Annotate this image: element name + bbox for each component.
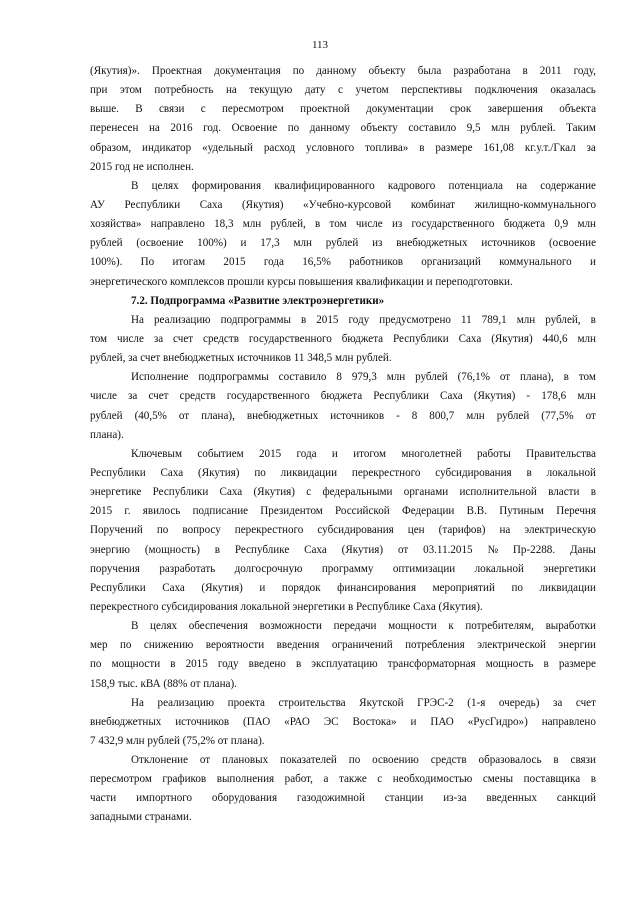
text-line: 158,9 тыс. кВА (88% от плана). bbox=[90, 677, 237, 690]
paragraph bbox=[90, 62, 596, 177]
text-line: АУ Республики Саха (Якутия) «Учебно-курсовой комбинат жилищно-коммунального bbox=[90, 198, 596, 211]
section-heading bbox=[90, 292, 596, 311]
text-line: том числе за счет средств государственного бюджета Республики Саха (Якутия) 440,6 млн bbox=[90, 332, 596, 345]
page-number: 113 bbox=[311, 39, 329, 51]
text-line: Республики Саха (Якутия) и порядок финансирования мероприятий по ликвидации bbox=[90, 581, 596, 594]
text-line: 7 432,9 млн рублей (75,2% от плана). bbox=[90, 734, 265, 747]
text-line: 2015 г. явилось подписание Президентом Российской Федерации В.В. Путиным Перечня bbox=[90, 505, 596, 518]
text-line: числе за счет средств государственного бюджета Республики Саха (Якутия) - 178,6 млн bbox=[90, 390, 596, 403]
text-line: по мощности в 2015 году введено в эксплуатацию трансформаторная мощность в размере bbox=[90, 658, 596, 671]
text-line: при этом потребность на текущую дату с учетом перспективы подключения оказалась bbox=[90, 84, 596, 97]
text-line: Поручений по вопросу перекрестного субсидирования цен (тарифов) на электрическую bbox=[90, 524, 596, 537]
text-line: выше. В связи с пересмотром проектной документации срок завершения объекта bbox=[90, 103, 596, 116]
text-line: (Якутия)». Проектная документация по данному объекту была разработана в 2011 году, bbox=[90, 65, 596, 77]
text-line: перекрестного субсидирования локальной энергетики в Республике Саха (Якутия). bbox=[90, 600, 483, 613]
text-line: плана). bbox=[90, 428, 124, 441]
text-line: перенесен на 2016 год. Освоение по данному объекту составило 9,5 млн рублей. Таким bbox=[90, 122, 596, 135]
text-line: западными странами. bbox=[90, 811, 192, 824]
text-line: 100%). По итогам 2015 года 16,5% работников организаций коммунального и bbox=[90, 256, 596, 269]
text-line: рублей (40,5% от плана), внебюджетных источников - 8 800,7 млн рублей (77,5% от bbox=[90, 409, 596, 422]
text-line: пересмотром графиков выполнения работ, а также с необходимостью смены поставщика в bbox=[90, 773, 596, 786]
text-line: 7.2. Подпрограмма «Развитие электроэнергетики» bbox=[131, 294, 385, 307]
text-line: Отклонение от плановых показателей по освоению средств образовалось в связи bbox=[131, 754, 596, 767]
text-line: образом, индикатор «удельный расход условного топлива» в размере 161,08 кг.у.т./Гкал за bbox=[90, 141, 596, 154]
text-line: Ключевым событием 2015 года и итогом многолетней работы Правительства bbox=[131, 447, 596, 460]
text-line: энергетического комплексов прошли курсы повышения квалификации и переподготовки. bbox=[90, 275, 513, 288]
text-line: энергию (мощность) в Республике Саха (Якутия) от 03.11.2015 № Пр-2288. Даны bbox=[90, 543, 596, 556]
text-line: 2015 год не исполнен. bbox=[90, 160, 194, 173]
text-line: В целях формирования квалифицированного кадрового потенциала на содержание bbox=[131, 179, 596, 192]
text-line: мер по снижению вероятности введения ограничений потребления электрической энергии bbox=[90, 639, 596, 652]
paragraph bbox=[90, 311, 596, 368]
paragraph bbox=[90, 445, 596, 617]
text-line: хозяйства» направлено 18,3 млн рублей, в том числе из государственного бюджета 0,9 млн bbox=[90, 218, 596, 231]
paragraph bbox=[90, 617, 596, 694]
text-line: поручения разработать долгосрочную программу оптимизации локальной энергетики bbox=[90, 562, 596, 575]
text-line: На реализацию проекта строительства Якутской ГРЭС-2 (1-я очередь) за счет bbox=[131, 696, 596, 709]
text-line: рублей (освоение 100%) и 17,3 млн рублей из внебюджетных источников (освоение bbox=[90, 237, 596, 250]
text-line: части импортного оборудования газодожимной станции из-за введенных санкций bbox=[90, 792, 596, 805]
paragraph bbox=[90, 177, 596, 292]
text-line: внебюджетных источников (ПАО «РАО ЭС Востока» и ПАО «РусГидро») направлено bbox=[90, 715, 596, 728]
text-line: На реализацию подпрограммы в 2015 году предусмотрено 11 789,1 млн рублей, в bbox=[131, 313, 596, 326]
text-line: Республики Саха (Якутия) по ликвидации перекрестного субсидирования в локальной bbox=[90, 466, 596, 479]
text-line: рублей, за счет внебюджетных источников 11 348,5 млн рублей. bbox=[90, 352, 392, 365]
text-line: энергетике Республики Саха (Якутия) с федеральными органами исполнительной власти в bbox=[90, 486, 596, 499]
paragraph bbox=[90, 694, 596, 751]
document-body bbox=[90, 62, 596, 828]
paragraph bbox=[90, 751, 596, 828]
text-line: В целях обеспечения возможности передачи мощности к потребителям, выработки bbox=[131, 620, 596, 633]
paragraph bbox=[90, 368, 596, 445]
text-line: Исполнение подпрограммы составило 8 979,3 млн рублей (76,1% от плана), в том bbox=[131, 371, 596, 384]
